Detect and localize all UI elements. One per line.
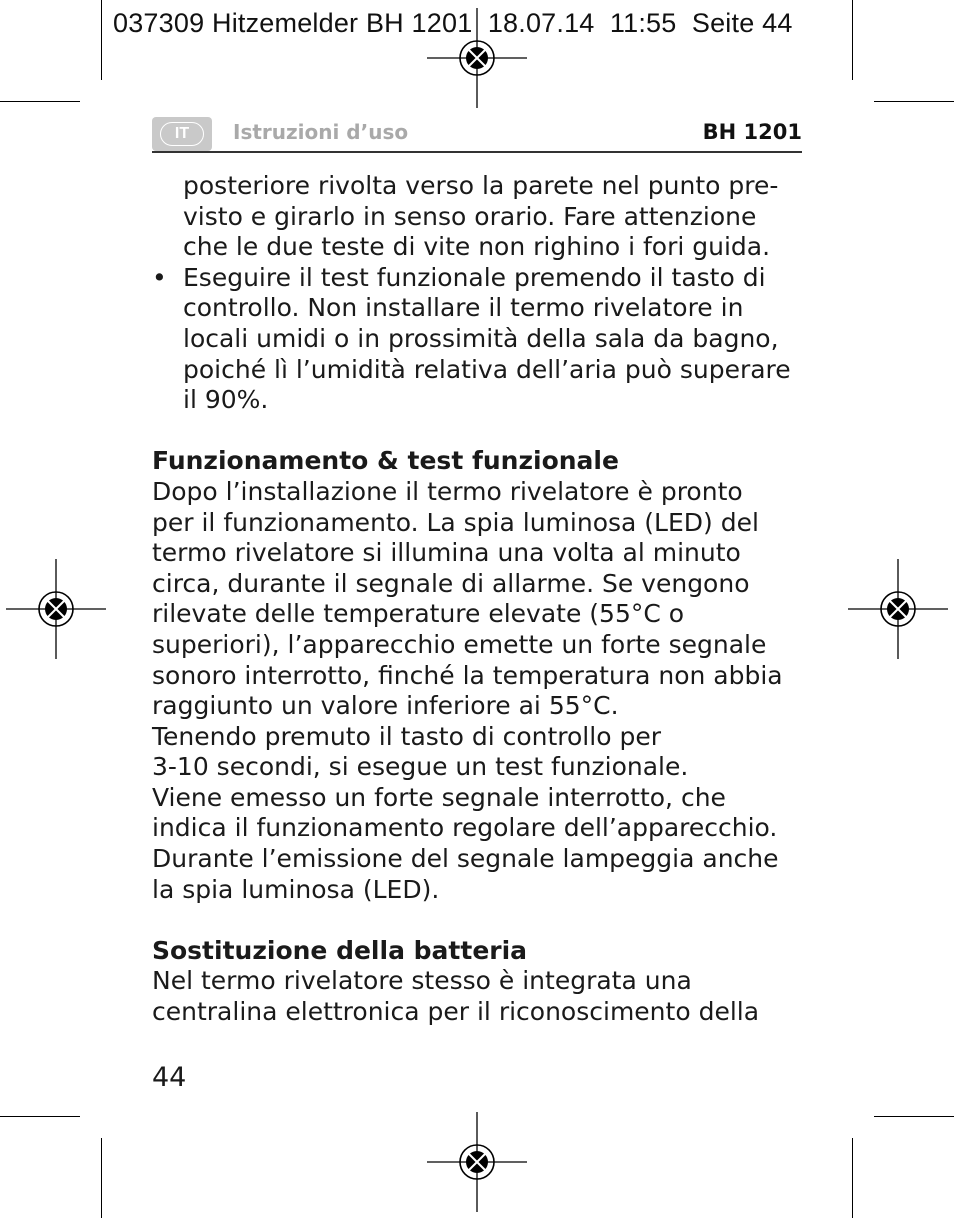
text-line: superiori), l’apparecchio emette un forte segnale xyxy=(152,629,767,659)
section-operation xyxy=(152,446,812,905)
registration-mark-icon xyxy=(427,8,527,108)
text-line: Dopo l’installazione il termo rivelatore è pronto xyxy=(152,476,743,506)
text-line: rilevate delle temperature elevate (55°C o xyxy=(152,599,685,629)
text-line: controllo. Non installare il termo rivelatore in xyxy=(183,293,744,323)
text-line: Durante l’emissione del segnale lampeggia anche xyxy=(152,844,779,874)
running-header-title: Istruzioni d’uso xyxy=(233,120,409,144)
text-line: Viene emesso un forte segnale interrotto, che xyxy=(152,782,726,812)
page-number: 44 xyxy=(152,1062,187,1093)
crop-mark-top-right-vertical xyxy=(852,0,853,80)
crop-mark-top-right-horizontal xyxy=(874,101,954,102)
text-line: indica il funzionamento regolare dell’apparecchio. xyxy=(152,813,778,843)
text-line: centralina elettronica per il riconoscimento della xyxy=(152,997,760,1027)
header-rule xyxy=(152,151,802,153)
section-battery xyxy=(152,936,812,1028)
section-heading: Sostituzione della batteria xyxy=(152,935,528,965)
text-line: termo rivelatore si illumina una volta al minuto xyxy=(152,538,741,568)
text-line: visto e girarlo in senso orario. Fare attenzione xyxy=(183,201,757,231)
text-line: circa, durante il segnale di allarme. Se vengono xyxy=(152,568,750,598)
crop-mark-bottom-right-horizontal xyxy=(874,1116,954,1117)
text-line: raggiunto un valore inferiore ai 55°C. xyxy=(152,691,619,721)
bullet-item xyxy=(152,263,812,416)
text-line: poiché lì l’umidità relativa dell’aria può superare xyxy=(183,354,791,384)
text-line: la spia luminosa (LED). xyxy=(152,874,440,904)
text-line: che le due teste di vite non righino i fori guida. xyxy=(183,232,771,262)
print-slug: 037309 Hitzemelder BH 1201 18.07.14 11:55 Seite 44 xyxy=(113,8,793,38)
registration-mark-icon xyxy=(427,1112,527,1212)
text-line: posteriore rivolta verso la parete nel punto pre- xyxy=(183,171,779,200)
bullet-marker: • xyxy=(152,262,167,292)
registration-mark-icon xyxy=(6,559,106,659)
crop-mark-bottom-left-vertical xyxy=(101,1138,102,1218)
section-heading: Funzionamento & test funzionale xyxy=(152,446,619,476)
text-line: sonoro interrotto, finché la temperatura non abbia xyxy=(152,660,783,690)
text-line: per il funzionamento. La spia luminosa (LED) del xyxy=(152,507,759,537)
text-line: 3-10 secondi, si esegue un test funzionale. xyxy=(152,752,689,782)
crop-mark-bottom-right-vertical xyxy=(852,1138,853,1218)
running-header-model: BH 1201 xyxy=(702,120,802,144)
text-line: Eseguire il test funzionale premendo il tasto di xyxy=(183,262,766,292)
intro-paragraph xyxy=(152,171,812,263)
language-badge xyxy=(152,117,212,151)
text-line: Nel termo rivelatore stesso è integrata una xyxy=(152,966,692,996)
text-line: il 90%. xyxy=(183,385,269,415)
body-text xyxy=(152,171,812,1028)
crop-mark-top-left-horizontal xyxy=(0,101,80,102)
crop-mark-top-left-vertical xyxy=(101,0,102,80)
text-line: Tenendo premuto il tasto di controllo per xyxy=(152,721,661,751)
registration-mark-icon xyxy=(848,559,948,659)
text-line: locali umidi o in prossimità della sala da bagno, xyxy=(183,323,779,353)
crop-mark-bottom-left-horizontal xyxy=(0,1116,80,1117)
language-badge-label: IT xyxy=(160,122,204,146)
